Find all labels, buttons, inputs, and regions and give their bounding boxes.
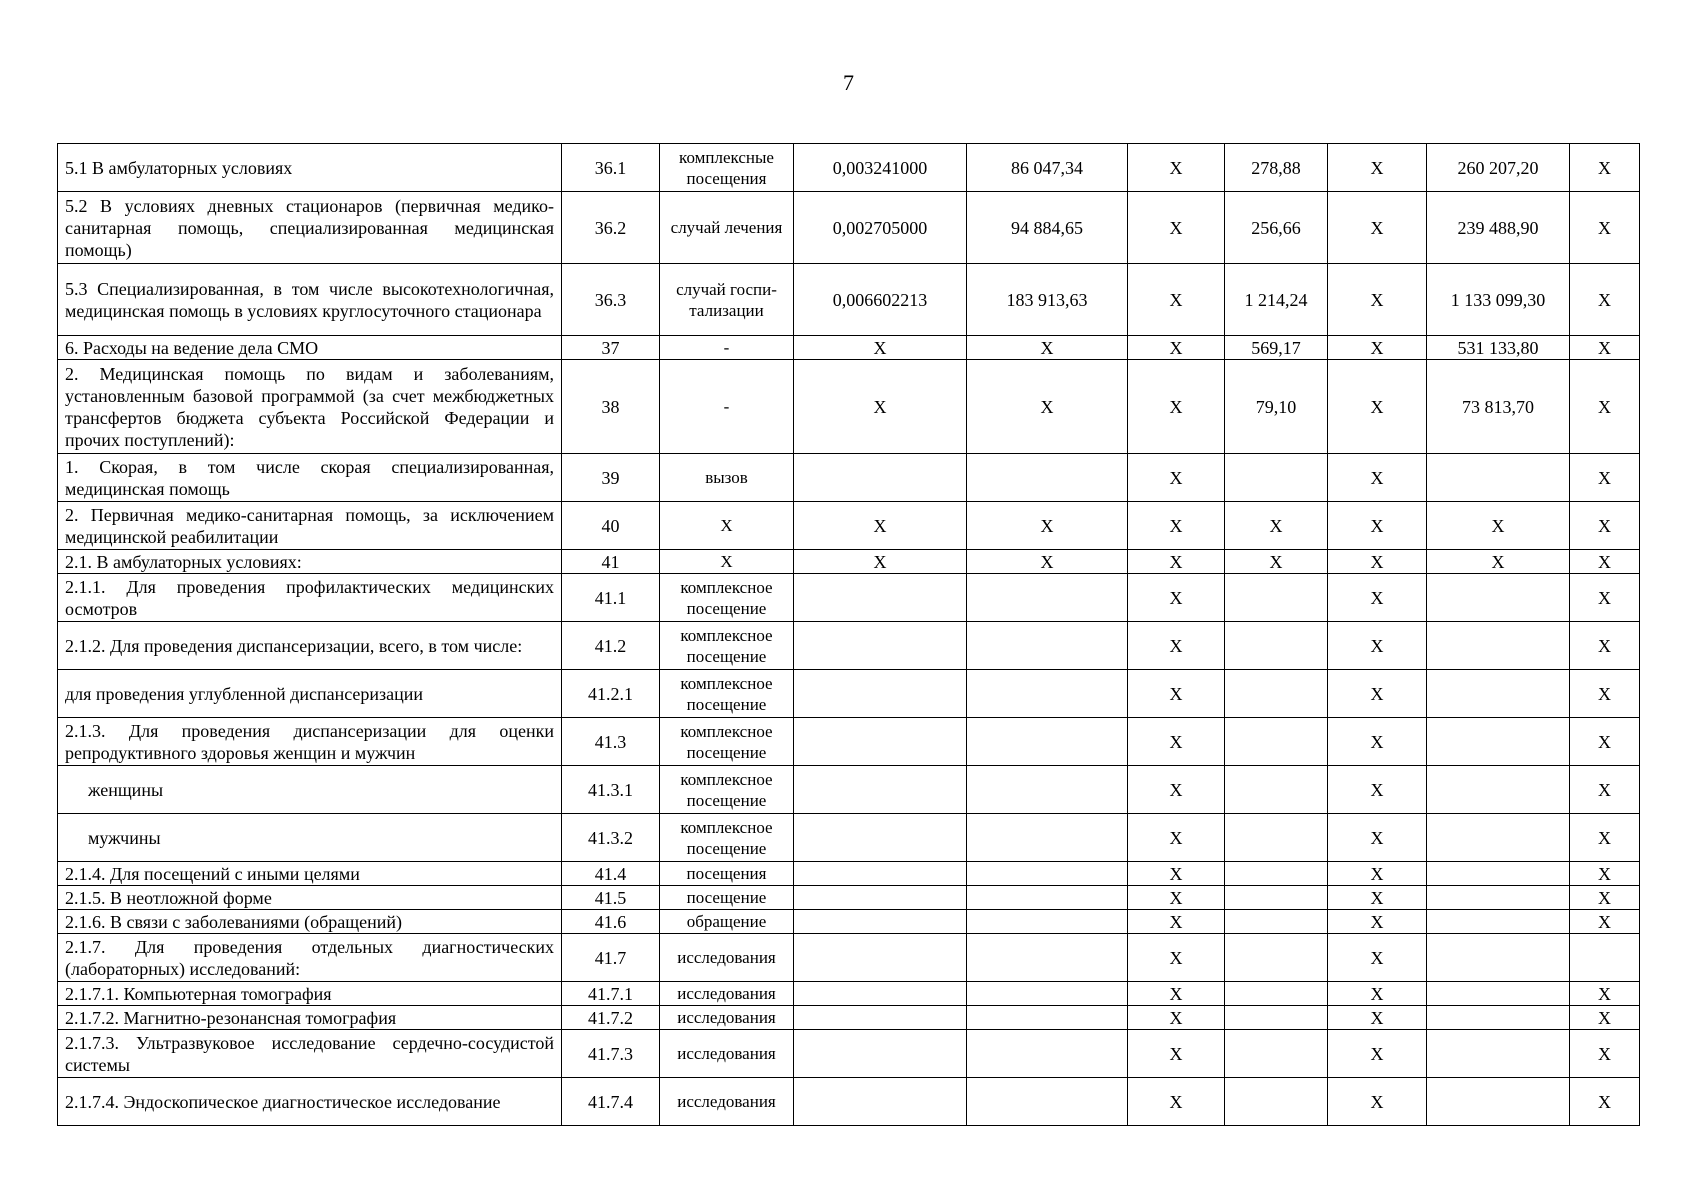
- table-row: [58, 622, 1640, 670]
- row-col9-cell: [1427, 982, 1570, 1006]
- row-col7-cell: [1225, 766, 1328, 814]
- row-col8-cell: Х: [1328, 574, 1427, 622]
- row-col7-cell: [1225, 454, 1328, 502]
- row-col5-cell: [967, 814, 1128, 862]
- row-code-cell: 41.7.1: [562, 982, 660, 1006]
- table-row: [58, 1078, 1640, 1126]
- row-col7-cell: 1 214,24: [1225, 264, 1328, 336]
- row-code-cell: 41: [562, 550, 660, 574]
- row-unit-cell: исследования: [660, 1006, 794, 1030]
- row-col5-cell: [967, 454, 1128, 502]
- row-col7-cell: [1225, 670, 1328, 718]
- table-row: [58, 360, 1640, 454]
- row-col4-cell: [794, 814, 967, 862]
- row-unit-cell: комплексное посещение: [660, 574, 794, 622]
- row-col6-cell: Х: [1128, 718, 1225, 766]
- row-col7-cell: [1225, 886, 1328, 910]
- table-row: [58, 862, 1640, 886]
- row-name-cell: мужчины: [58, 814, 562, 862]
- row-col4-cell: [794, 454, 967, 502]
- row-col7-cell: [1225, 1006, 1328, 1030]
- table-row: [58, 934, 1640, 982]
- row-col8-cell: Х: [1328, 814, 1427, 862]
- row-col9-cell: Х: [1427, 550, 1570, 574]
- row-code-cell: 41.2: [562, 622, 660, 670]
- row-col6-cell: Х: [1128, 910, 1225, 934]
- table-row: [58, 670, 1640, 718]
- row-col6-cell: Х: [1128, 1078, 1225, 1126]
- row-col5-cell: [967, 718, 1128, 766]
- row-col4-cell: [794, 1078, 967, 1126]
- row-col10-cell: Х: [1570, 862, 1640, 886]
- row-col6-cell: Х: [1128, 192, 1225, 264]
- row-col8-cell: Х: [1328, 934, 1427, 982]
- row-unit-cell: -: [660, 336, 794, 360]
- table-row: [58, 574, 1640, 622]
- row-col7-cell: [1225, 622, 1328, 670]
- table-body: [58, 144, 1640, 1126]
- row-unit-cell: случай госпи-тализации: [660, 264, 794, 336]
- row-name-cell: 2.1.6. В связи с заболеваниями (обращений): [58, 910, 562, 934]
- row-col8-cell: Х: [1328, 144, 1427, 192]
- row-col6-cell: Х: [1128, 982, 1225, 1006]
- row-col6-cell: Х: [1128, 934, 1225, 982]
- row-col4-cell: [794, 910, 967, 934]
- table-row: [58, 264, 1640, 336]
- row-col6-cell: Х: [1128, 574, 1225, 622]
- table-row: [58, 454, 1640, 502]
- row-col9-cell: [1427, 814, 1570, 862]
- row-col8-cell: Х: [1328, 336, 1427, 360]
- row-col4-cell: [794, 934, 967, 982]
- row-name-cell: 2. Медицинская помощь по видам и заболеваниям, установленным базовой программой (за счет межбюджетных трансфертов бюджета субъекта Российской Федерации и прочих поступлений):: [58, 360, 562, 454]
- table-row: [58, 1006, 1640, 1030]
- row-col10-cell: Х: [1570, 886, 1640, 910]
- table-row: [58, 886, 1640, 910]
- row-col6-cell: Х: [1128, 454, 1225, 502]
- table-row: [58, 766, 1640, 814]
- row-col8-cell: Х: [1328, 1006, 1427, 1030]
- row-name-cell: 2.1.7.4. Эндоскопическое диагностическое исследование: [58, 1078, 562, 1126]
- row-col7-cell: [1225, 910, 1328, 934]
- row-col9-cell: 239 488,90: [1427, 192, 1570, 264]
- row-name-cell: 2.1.4. Для посещений с иными целями: [58, 862, 562, 886]
- row-col4-cell: [794, 574, 967, 622]
- row-col8-cell: Х: [1328, 264, 1427, 336]
- row-col4-cell: [794, 1006, 967, 1030]
- row-col6-cell: Х: [1128, 144, 1225, 192]
- row-col9-cell: [1427, 670, 1570, 718]
- row-col8-cell: Х: [1328, 862, 1427, 886]
- row-col6-cell: Х: [1128, 814, 1225, 862]
- row-col9-cell: Х: [1427, 502, 1570, 550]
- row-col7-cell: Х: [1225, 550, 1328, 574]
- row-col8-cell: Х: [1328, 360, 1427, 454]
- row-name-cell: 5.2 В условиях дневных стационаров (первичная медико-санитарная помощь, специализированная медицинская помощь): [58, 192, 562, 264]
- row-col8-cell: Х: [1328, 982, 1427, 1006]
- row-col4-cell: Х: [794, 502, 967, 550]
- row-col7-cell: [1225, 862, 1328, 886]
- row-code-cell: 41.3: [562, 718, 660, 766]
- row-col5-cell: [967, 910, 1128, 934]
- row-col8-cell: Х: [1328, 766, 1427, 814]
- row-col5-cell: 86 047,34: [967, 144, 1128, 192]
- row-col5-cell: [967, 622, 1128, 670]
- row-name-cell: 2.1.7. Для проведения отдельных диагностических (лабораторных) исследований:: [58, 934, 562, 982]
- table-row: [58, 910, 1640, 934]
- row-col8-cell: Х: [1328, 718, 1427, 766]
- row-unit-cell: исследования: [660, 1078, 794, 1126]
- row-unit-cell: вызов: [660, 454, 794, 502]
- row-col5-cell: Х: [967, 360, 1128, 454]
- row-col10-cell: Х: [1570, 1078, 1640, 1126]
- table-row: [58, 814, 1640, 862]
- row-col7-cell: [1225, 718, 1328, 766]
- row-col4-cell: [794, 622, 967, 670]
- row-col7-cell: [1225, 934, 1328, 982]
- row-col5-cell: [967, 766, 1128, 814]
- row-col5-cell: [967, 1030, 1128, 1078]
- row-code-cell: 41.7.2: [562, 1006, 660, 1030]
- row-col6-cell: Х: [1128, 1030, 1225, 1078]
- table-row: [58, 982, 1640, 1006]
- row-col9-cell: [1427, 1030, 1570, 1078]
- row-col4-cell: [794, 718, 967, 766]
- row-name-cell: 2. Первичная медико-санитарная помощь, за исключением медицинской реабилитации: [58, 502, 562, 550]
- row-col10-cell: Х: [1570, 574, 1640, 622]
- row-code-cell: 41.3.2: [562, 814, 660, 862]
- row-col8-cell: Х: [1328, 622, 1427, 670]
- row-col8-cell: Х: [1328, 886, 1427, 910]
- row-name-cell: 1. Скорая, в том числе скорая специализированная, медицинская помощь: [58, 454, 562, 502]
- table-row: [58, 1030, 1640, 1078]
- row-col6-cell: Х: [1128, 550, 1225, 574]
- row-col9-cell: [1427, 766, 1570, 814]
- row-col10-cell: Х: [1570, 670, 1640, 718]
- row-col4-cell: [794, 670, 967, 718]
- row-col8-cell: Х: [1328, 502, 1427, 550]
- row-col10-cell: Х: [1570, 502, 1640, 550]
- row-col6-cell: Х: [1128, 622, 1225, 670]
- row-code-cell: 36.3: [562, 264, 660, 336]
- row-col5-cell: [967, 670, 1128, 718]
- row-col9-cell: [1427, 910, 1570, 934]
- table-row: [58, 550, 1640, 574]
- row-code-cell: 41.7.3: [562, 1030, 660, 1078]
- row-name-cell: 2.1.3. Для проведения диспансеризации для оценки репродуктивного здоровья женщин и мужчин: [58, 718, 562, 766]
- row-col10-cell: Х: [1570, 454, 1640, 502]
- row-col4-cell: Х: [794, 360, 967, 454]
- row-col5-cell: [967, 574, 1128, 622]
- row-col9-cell: [1427, 886, 1570, 910]
- row-col8-cell: Х: [1328, 454, 1427, 502]
- row-unit-cell: Х: [660, 550, 794, 574]
- row-name-cell: 2.1. В амбулаторных условиях:: [58, 550, 562, 574]
- row-col8-cell: Х: [1328, 670, 1427, 718]
- row-col8-cell: Х: [1328, 192, 1427, 264]
- row-col6-cell: Х: [1128, 264, 1225, 336]
- row-unit-cell: -: [660, 360, 794, 454]
- row-col10-cell: Х: [1570, 550, 1640, 574]
- row-col7-cell: 569,17: [1225, 336, 1328, 360]
- row-col9-cell: [1427, 1006, 1570, 1030]
- row-col4-cell: [794, 886, 967, 910]
- row-code-cell: 39: [562, 454, 660, 502]
- row-col9-cell: [1427, 934, 1570, 982]
- row-unit-cell: посещение: [660, 886, 794, 910]
- row-col9-cell: [1427, 454, 1570, 502]
- table-row: [58, 502, 1640, 550]
- row-unit-cell: посещения: [660, 862, 794, 886]
- row-col9-cell: 73 813,70: [1427, 360, 1570, 454]
- row-name-cell: 2.1.2. Для проведения диспансеризации, всего, в том числе:: [58, 622, 562, 670]
- row-col10-cell: Х: [1570, 982, 1640, 1006]
- row-col10-cell: Х: [1570, 1006, 1640, 1030]
- row-col10-cell: Х: [1570, 910, 1640, 934]
- row-col8-cell: Х: [1328, 910, 1427, 934]
- row-name-cell: 2.1.5. В неотложной форме: [58, 886, 562, 910]
- row-col4-cell: 0,006602213: [794, 264, 967, 336]
- row-col7-cell: 79,10: [1225, 360, 1328, 454]
- page-number: 7: [843, 70, 854, 95]
- row-col9-cell: [1427, 574, 1570, 622]
- row-col7-cell: [1225, 814, 1328, 862]
- row-col4-cell: 0,003241000: [794, 144, 967, 192]
- row-col5-cell: [967, 886, 1128, 910]
- row-name-cell: женщины: [58, 766, 562, 814]
- row-col9-cell: [1427, 862, 1570, 886]
- row-unit-cell: исследования: [660, 934, 794, 982]
- row-col6-cell: Х: [1128, 360, 1225, 454]
- row-unit-cell: случай лечения: [660, 192, 794, 264]
- row-col9-cell: [1427, 622, 1570, 670]
- row-col4-cell: [794, 982, 967, 1006]
- table-row: [58, 718, 1640, 766]
- row-code-cell: 41.6: [562, 910, 660, 934]
- row-col6-cell: Х: [1128, 336, 1225, 360]
- row-col7-cell: [1225, 982, 1328, 1006]
- row-col9-cell: 1 133 099,30: [1427, 264, 1570, 336]
- row-name-cell: 2.1.7.3. Ультразвуковое исследование сердечно-сосудистой системы: [58, 1030, 562, 1078]
- row-col8-cell: Х: [1328, 550, 1427, 574]
- row-col10-cell: Х: [1570, 144, 1640, 192]
- row-col5-cell: [967, 1006, 1128, 1030]
- row-col9-cell: [1427, 1078, 1570, 1126]
- row-col10-cell: Х: [1570, 336, 1640, 360]
- row-code-cell: 41.3.1: [562, 766, 660, 814]
- table-row: [58, 144, 1640, 192]
- row-col10-cell: [1570, 934, 1640, 982]
- row-unit-cell: комплексное посещение: [660, 814, 794, 862]
- row-name-cell: для проведения углубленной диспансеризации: [58, 670, 562, 718]
- row-unit-cell: комплексное посещение: [660, 718, 794, 766]
- row-col6-cell: Х: [1128, 886, 1225, 910]
- row-col5-cell: [967, 1078, 1128, 1126]
- row-col6-cell: Х: [1128, 670, 1225, 718]
- row-col10-cell: Х: [1570, 622, 1640, 670]
- row-col8-cell: Х: [1328, 1030, 1427, 1078]
- row-code-cell: 41.7.4: [562, 1078, 660, 1126]
- row-name-cell: 2.1.7.1. Компьютерная томография: [58, 982, 562, 1006]
- row-name-cell: 6. Расходы на ведение дела СМО: [58, 336, 562, 360]
- row-unit-cell: исследования: [660, 982, 794, 1006]
- row-name-cell: 2.1.1. Для проведения профилактических медицинских осмотров: [58, 574, 562, 622]
- row-name-cell: 2.1.7.2. Магнитно-резонансная томография: [58, 1006, 562, 1030]
- row-col10-cell: Х: [1570, 192, 1640, 264]
- row-col10-cell: Х: [1570, 766, 1640, 814]
- row-col8-cell: Х: [1328, 1078, 1427, 1126]
- row-col7-cell: Х: [1225, 502, 1328, 550]
- row-col6-cell: Х: [1128, 862, 1225, 886]
- table-row: [58, 336, 1640, 360]
- row-unit-cell: комплексное посещение: [660, 766, 794, 814]
- row-col5-cell: [967, 934, 1128, 982]
- row-code-cell: 36.1: [562, 144, 660, 192]
- row-col5-cell: 183 913,63: [967, 264, 1128, 336]
- row-unit-cell: комплексные посещения: [660, 144, 794, 192]
- row-col4-cell: [794, 862, 967, 886]
- row-code-cell: 37: [562, 336, 660, 360]
- row-col9-cell: [1427, 718, 1570, 766]
- row-code-cell: 41.5: [562, 886, 660, 910]
- row-col6-cell: Х: [1128, 766, 1225, 814]
- row-col7-cell: 256,66: [1225, 192, 1328, 264]
- row-col4-cell: Х: [794, 550, 967, 574]
- row-code-cell: 40: [562, 502, 660, 550]
- row-col5-cell: [967, 982, 1128, 1006]
- row-col6-cell: Х: [1128, 1006, 1225, 1030]
- row-unit-cell: комплексное посещение: [660, 622, 794, 670]
- row-col5-cell: Х: [967, 550, 1128, 574]
- row-unit-cell: обращение: [660, 910, 794, 934]
- row-code-cell: 41.7: [562, 934, 660, 982]
- row-code-cell: 41.2.1: [562, 670, 660, 718]
- row-col7-cell: [1225, 1078, 1328, 1126]
- row-col10-cell: Х: [1570, 1030, 1640, 1078]
- row-code-cell: 38: [562, 360, 660, 454]
- row-col5-cell: Х: [967, 502, 1128, 550]
- financing-table: [57, 143, 1640, 1126]
- row-col10-cell: Х: [1570, 264, 1640, 336]
- row-col4-cell: 0,002705000: [794, 192, 967, 264]
- row-col9-cell: 260 207,20: [1427, 144, 1570, 192]
- row-col4-cell: Х: [794, 336, 967, 360]
- row-col4-cell: [794, 766, 967, 814]
- row-unit-cell: Х: [660, 502, 794, 550]
- row-col7-cell: [1225, 1030, 1328, 1078]
- row-col7-cell: 278,88: [1225, 144, 1328, 192]
- row-code-cell: 36.2: [562, 192, 660, 264]
- row-col7-cell: [1225, 574, 1328, 622]
- row-col5-cell: Х: [967, 336, 1128, 360]
- row-col10-cell: Х: [1570, 718, 1640, 766]
- row-col4-cell: [794, 1030, 967, 1078]
- row-col10-cell: Х: [1570, 814, 1640, 862]
- row-code-cell: 41.4: [562, 862, 660, 886]
- row-unit-cell: исследования: [660, 1030, 794, 1078]
- row-code-cell: 41.1: [562, 574, 660, 622]
- row-col10-cell: Х: [1570, 360, 1640, 454]
- row-name-cell: 5.1 В амбулаторных условиях: [58, 144, 562, 192]
- row-col9-cell: 531 133,80: [1427, 336, 1570, 360]
- row-col5-cell: [967, 862, 1128, 886]
- row-name-cell: 5.3 Специализированная, в том числе высокотехнологичная, медицинская помощь в условиях круглосуточного стационара: [58, 264, 562, 336]
- row-unit-cell: комплексное посещение: [660, 670, 794, 718]
- row-col6-cell: Х: [1128, 502, 1225, 550]
- table-row: [58, 192, 1640, 264]
- row-col5-cell: 94 884,65: [967, 192, 1128, 264]
